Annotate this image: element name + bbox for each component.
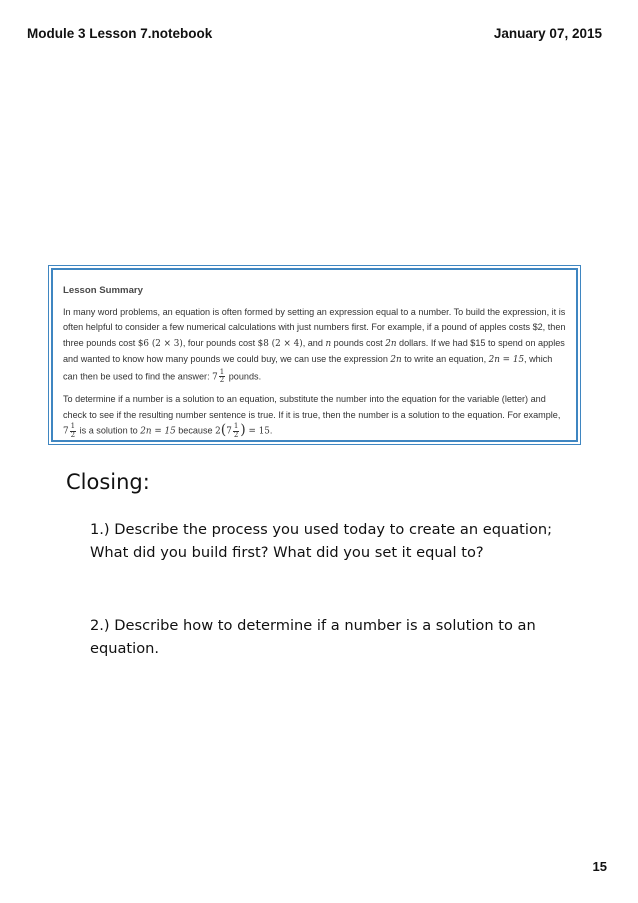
notebook-title: Module 3 Lesson 7.notebook bbox=[27, 26, 213, 41]
summary-paragraph-1 bbox=[63, 305, 566, 386]
p2-check-two: 2 bbox=[215, 426, 221, 437]
p2-fraction-num: 1 bbox=[70, 422, 76, 431]
p2-text-c: because bbox=[175, 425, 216, 436]
p1-text-e: dollars. If we had $15 to spend on apples and wanted to know how many pounds we could buy, we can use the expression bbox=[63, 337, 565, 365]
p2-fraction-den: 2 bbox=[70, 430, 76, 439]
p1-text-d: pounds cost bbox=[331, 337, 386, 348]
p2-text-d: . bbox=[269, 425, 273, 436]
p2-check-fraction-num: 1 bbox=[233, 422, 239, 431]
p1-math-4: 2n bbox=[385, 338, 397, 349]
closing-heading: Closing: bbox=[66, 470, 150, 494]
closing-question-1: 1.) Describe the process you used today to create an equation; What did you build first? What did you set it equal to? bbox=[90, 521, 553, 561]
p2-mixed-whole: 7 bbox=[63, 426, 69, 437]
p2-check-equals: = 15 bbox=[245, 426, 270, 437]
p2-text-a: To determine if a number is a solution to an equation, substitute the number into the equation for the variable (letter) and check to see if the resulting number sentence is true. If it is true, then the number is a solution to the equation. For example, bbox=[63, 393, 561, 420]
page-date: January 07, 2015 bbox=[493, 26, 602, 41]
p1-text-b: , four pounds cost bbox=[182, 337, 258, 348]
left-paren-glyph: ( bbox=[220, 422, 227, 439]
p1-math-6: 2n = 15 bbox=[488, 355, 525, 366]
p1-fraction-den: 2 bbox=[219, 376, 225, 385]
p1-math-2: $8 (2 × 4) bbox=[257, 338, 303, 349]
closing-question-2: 2.) Describe how to determine if a number is a solution to an equation. bbox=[90, 617, 536, 657]
p2-check-fraction bbox=[233, 423, 239, 439]
p1-text-h: pounds. bbox=[226, 371, 262, 382]
lesson-summary-box bbox=[51, 268, 578, 442]
page-number: 15 bbox=[592, 859, 607, 874]
p2-text-b: is a solution to bbox=[77, 425, 141, 436]
p1-text-a: In many word problems, an equation is often formed by setting an expression equal to a number. To build the expression, it is often helpful to consider a few numerical calculations with just numbers first. For example, if a pound of apples costs $2, then three pounds cost bbox=[63, 306, 566, 348]
p1-text-g: , which can then be used to find the answer: bbox=[63, 354, 553, 382]
p1-math-1: $6 (2 × 3) bbox=[137, 338, 183, 349]
p1-fraction-num: 1 bbox=[219, 367, 225, 376]
p1-math-3: n bbox=[325, 338, 332, 349]
summary-paragraph-2 bbox=[63, 392, 566, 440]
p1-mixed-whole: 7 bbox=[212, 372, 218, 383]
right-paren-glyph: ) bbox=[240, 422, 246, 439]
p1-text-f: to write an equation, bbox=[401, 354, 489, 365]
p1-math-5: 2n bbox=[390, 355, 402, 366]
p2-math-1: 2n = 15 bbox=[140, 426, 176, 437]
p2-check-fraction-den: 2 bbox=[233, 430, 239, 439]
lesson-summary-title: Lesson Summary bbox=[63, 285, 143, 296]
p1-text-c: , and bbox=[302, 337, 326, 348]
p2-check-whole: 7 bbox=[226, 426, 232, 437]
p1-fraction bbox=[219, 369, 225, 385]
p2-fraction bbox=[70, 423, 76, 439]
